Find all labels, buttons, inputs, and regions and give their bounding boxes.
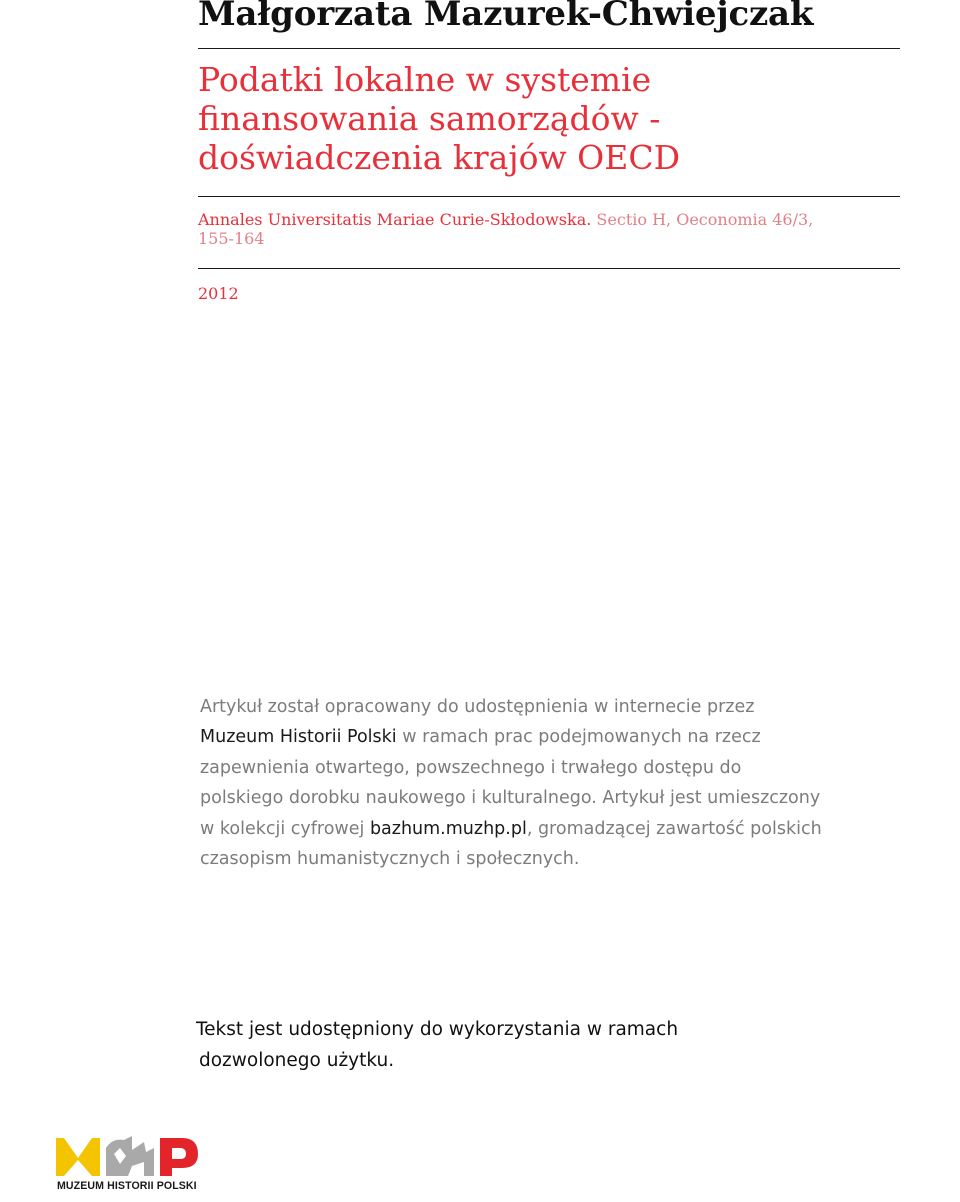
- title-line: finansowania samorządów -: [198, 99, 661, 138]
- logo-text: MUZEUM HISTORII POLSKI: [57, 1180, 197, 1192]
- museum-logo-icon: [54, 1134, 204, 1180]
- title-line: doświadczenia krajów OECD: [198, 138, 681, 177]
- author-name: Małgorzata Mazurek-Chwiejczak: [198, 0, 814, 34]
- license-line: Tekst jest udostępniony do wykorzystania w ramach: [196, 1019, 679, 1040]
- publication-year: 2012: [198, 284, 239, 303]
- source-citation: [198, 210, 898, 248]
- publication-notice: [200, 692, 900, 874]
- notice-text: w ramach prac podejmowanych na rzecz: [396, 727, 761, 748]
- page-range: 155-164: [198, 229, 265, 248]
- journal-name: Annales Universitatis Mariae Curie-Skłodowska.: [198, 210, 592, 229]
- notice-line: czasopism humanistycznych i społecznych.: [200, 849, 580, 870]
- notice-text: w kolekcji cyfrowej: [200, 818, 370, 839]
- title-line: Podatki lokalne w systemie: [198, 60, 652, 99]
- notice-text: , gromadzącej zawartość polskich: [526, 818, 822, 839]
- license-line: dozwolonego użytku.: [199, 1050, 395, 1071]
- logo-eagle-shape: [106, 1136, 154, 1176]
- collection-link[interactable]: bazhum.muzhp.pl: [369, 818, 527, 839]
- logo-p-cutout: [172, 1148, 186, 1159]
- museum-logo: [54, 1134, 204, 1194]
- divider: [198, 48, 900, 49]
- journal-section: Sectio H, Oeconomia 46/3,: [591, 210, 814, 229]
- article-title: [198, 60, 898, 177]
- notice-line: polskiego dorobku naukowego i kulturalnego. Artykuł jest umieszczony: [200, 788, 821, 809]
- notice-line: zapewnienia otwartego, powszechnego i trwałego dostępu do: [200, 757, 742, 778]
- institution-name: Muzeum Historii Polski: [200, 727, 397, 748]
- notice-line: Artykuł został opracowany do udostępnienia w internecie przez: [200, 697, 755, 717]
- divider: [198, 196, 900, 197]
- license-notice: [196, 1014, 678, 1076]
- divider: [198, 268, 900, 269]
